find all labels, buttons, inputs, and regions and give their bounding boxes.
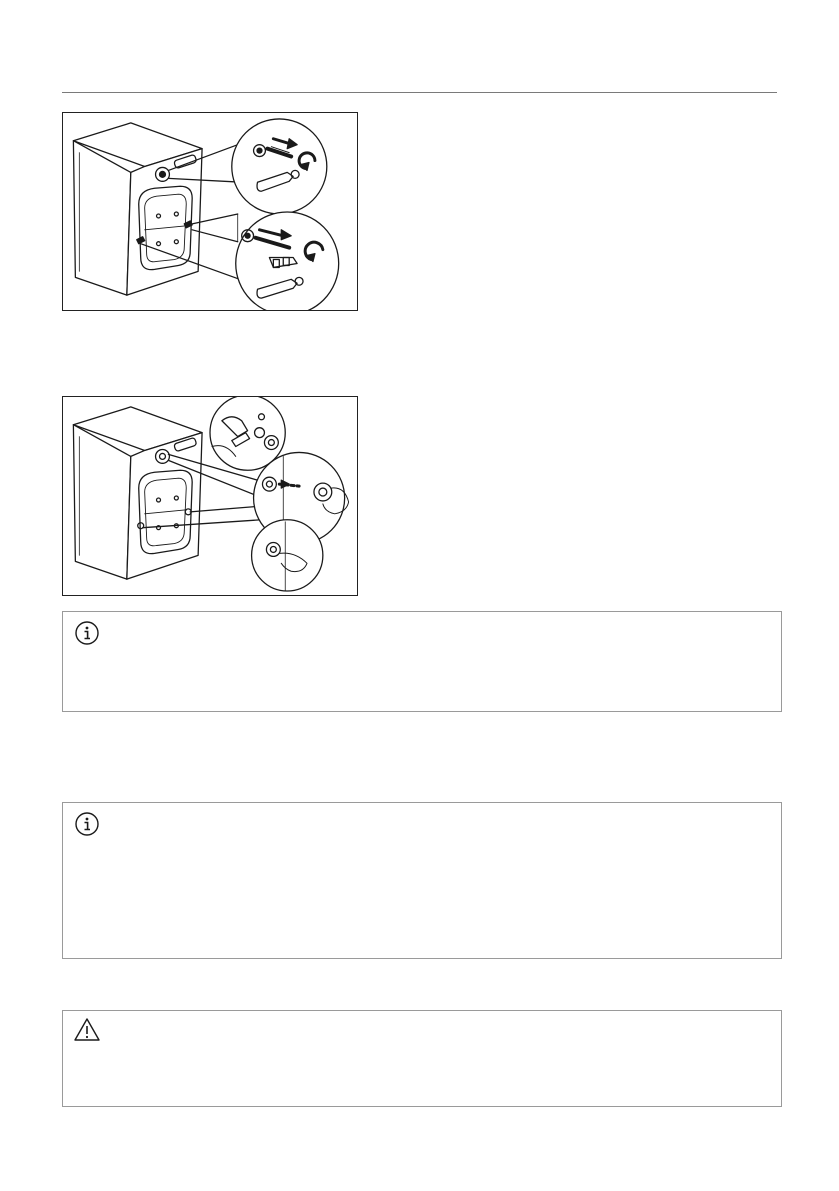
header-rule <box>62 92 777 93</box>
washing-machine-transit-bolts-illustration <box>63 113 357 310</box>
figure-insert-plastic-caps <box>62 396 358 596</box>
info-icon <box>74 620 100 646</box>
washing-machine-plastic-caps-illustration <box>63 397 357 595</box>
warning-icon <box>74 1017 100 1043</box>
info-note-1 <box>62 611 782 712</box>
figure-remove-transit-bolts <box>62 112 358 311</box>
info-note-2 <box>62 802 782 959</box>
warning-note <box>62 1010 782 1107</box>
info-icon <box>74 811 100 837</box>
